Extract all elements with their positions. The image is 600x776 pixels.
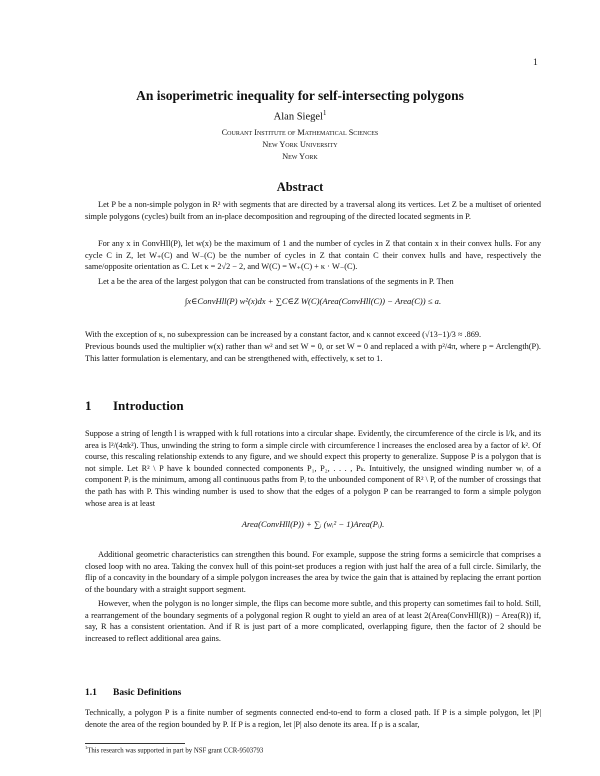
intro-paragraph: However, when the polygon is no longer simple, the flips can become more subtle, and this property can sometimes fail to hold. Still, a rearrangement of the boundary segments of a polygonal region R ought to yield an area of at least 2(Area(ConvHll(R)) − Area(R)) if, say, R has a consistent orientation. And if R is just part of a more complicated, overlapping figure, then the factor of 2 should be increased to reflect additional area gains. bbox=[85, 599, 541, 643]
subsection-title: Basic Definitions bbox=[113, 688, 182, 698]
footnote-mark: 1 bbox=[85, 745, 88, 750]
author-line bbox=[0, 110, 600, 123]
abstract-paragraph: Let a be the area of the largest polygon that can be constructed from translations of the segments in P. Then bbox=[98, 277, 454, 286]
paper-title: An isoperimetric inequality for self-intersecting polygons bbox=[136, 88, 464, 103]
footnote-rule bbox=[85, 743, 185, 744]
page-number: 1 bbox=[533, 58, 538, 68]
abstract-paragraph: Previous bounds used the multiplier w(x) rather than w² and set W = 0, or set W = 0 and replaced a with p²/4π, where p = Arclength(P). This latter formulation is elementary, and can be strengthened with, effectively, κ set to 1. bbox=[85, 342, 541, 363]
footnote-text: This research was supported in part by NSF grant CCR-9503793 bbox=[87, 747, 264, 755]
abstract-paragraph: Let P be a non-simple polygon in R² with segments that are directed by a traversal along its vertices. Let Z be a multiset of oriented simple polygons (cycles) built from an in-place decomposition and regrouping of the directed located segments in P. bbox=[85, 200, 541, 221]
affiliation-line: Courant Institute of Mathematical Sciences bbox=[221, 128, 379, 137]
section-number: 1 bbox=[85, 398, 92, 413]
definitions-paragraph: Technically, a polygon P is a finite number of segments connected end-to-end to form a closed path. If P is a simple polygon, let |P| denote the area of the region bounded by P. If P is a region, let |P| also denote its area. If ρ is a scalar, bbox=[85, 708, 541, 729]
author-footnote-mark[interactable]: 1 bbox=[322, 110, 327, 117]
section-title: Introduction bbox=[113, 398, 184, 413]
intro-equation: Area(ConvHll(P)) + ∑ᵢ (wᵢ² − 1)Area(Pᵢ). bbox=[241, 519, 385, 529]
intro-paragraph: Suppose a string of length l is wrapped with k full rotations into a circular shape. Evidently, the circumference of the circle is l/k, and its area is l²/(4πk²). Thus, unwinding the string to form a simple circle with circumference l increases the enclosed area by a factor of k². Of course, this rescaling relationship extends to any figure, and we should expect this property to generalize. Suppose P is a polygon that is not simple. Let R² \ P have k bounded connected components P₁, P₂, . . . , Pₖ. Intuitively, the unsigned winding number wᵢ of a component Pᵢ is the minimum, among all continuous paths from Pᵢ to the unbounded component of R² \ P, of the number of crossings that the path has with P. This winding number is used to show that the edges of a polygon P can be rearranged to form a simple polygon whose area is at least bbox=[85, 429, 541, 508]
abstract-paragraph: For any x in ConvHll(P), let w(x) be the maximum of 1 and the number of cycles in Z that contain x in their convex hulls. For any cycle C in Z, let W₊(C) and W₋(C) be the number of cycles in Z that contain C their convex hulls and have, respectively the same/opposite orientation as C. Let κ = 2√2 − 2, and W(C) = W₊(C) + κ · W₋(C). bbox=[85, 239, 541, 272]
affiliation bbox=[0, 127, 600, 163]
abstract-equation: ∫x∈ConvHll(P) w²(x)dx + ∑C∈Z W(C)(Area(ConvHll(C)) − Area(C)) ≤ a. bbox=[184, 296, 442, 306]
subsection-heading bbox=[85, 688, 181, 698]
affiliation-line: New York University bbox=[262, 140, 338, 149]
abstract-heading: Abstract bbox=[276, 180, 324, 194]
abstract-paragraph: With the exception of κ, no subexpression can be increased by a constant factor, and κ cannot exceed (√13−1)/3 ≈ .869. bbox=[85, 330, 482, 339]
subsection-number: 1.1 bbox=[85, 688, 97, 698]
section-heading bbox=[85, 398, 184, 414]
author-name: Alan Siegel bbox=[273, 111, 323, 123]
affiliation-line: New York bbox=[282, 152, 318, 161]
intro-paragraph: Additional geometric characteristics can strengthen this bound. For example, suppose the string forms a semicircle that comprises a closed loop with no area. Taking the convex hull of this point-set produces a region with just half the area of a full circle. Similarly, the flip of a concavity in the boundary of a simple polygon increases the area by twice the gain that is attained by replacing the errant portion of the boundary with a straight support segment. bbox=[85, 550, 541, 594]
footnote bbox=[85, 745, 263, 754]
